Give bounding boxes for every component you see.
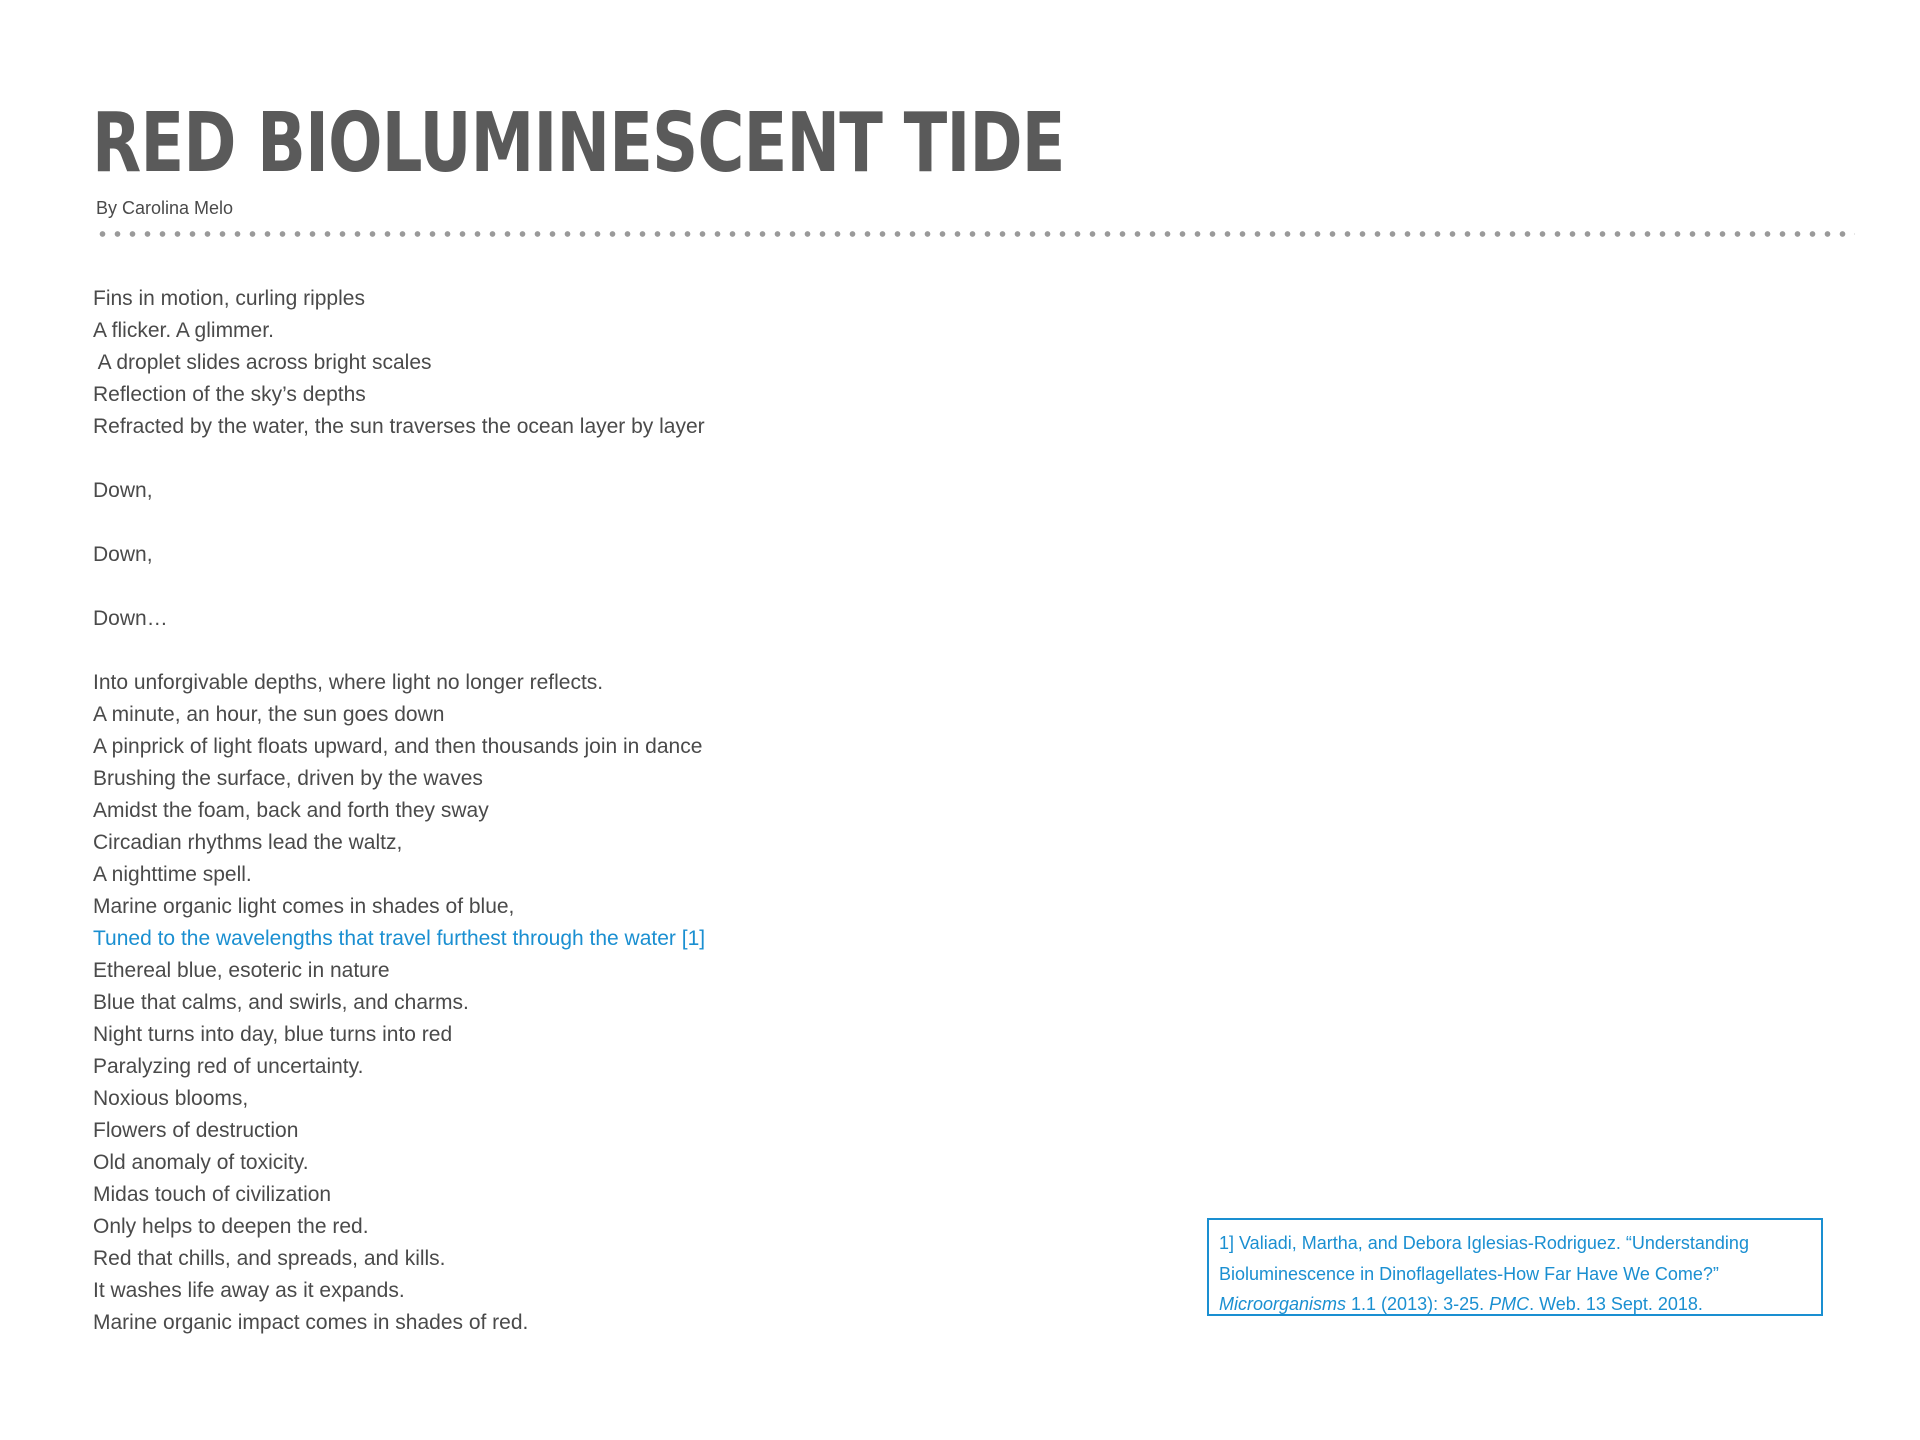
poem-line: Amidst the foam, back and forth they sway bbox=[93, 799, 489, 822]
poem-line: A flicker. A glimmer. bbox=[93, 319, 274, 342]
stanza-break bbox=[93, 635, 993, 667]
stanza-break bbox=[93, 571, 993, 603]
citation-volume: 1.1 (2013): 3-25. bbox=[1346, 1294, 1490, 1314]
poem-line: Only helps to deepen the red. bbox=[93, 1215, 369, 1238]
poem-line: It washes life away as it expands. bbox=[93, 1279, 405, 1302]
stanza-break bbox=[93, 507, 993, 539]
poem-line: A pinprick of light floats upward, and then thousands join in dance bbox=[93, 735, 703, 758]
poem-line: Circadian rhythms lead the waltz, bbox=[93, 831, 403, 854]
page-title: RED BIOLUMINESCENT TIDE bbox=[92, 96, 1065, 191]
citation-journal: Microorganisms bbox=[1219, 1294, 1347, 1314]
citation-line: Bioluminescence in Dinoflagellates-How Far Have We Come?” bbox=[1219, 1263, 1719, 1284]
poem-line: Night turns into day, blue turns into red bbox=[93, 1023, 453, 1046]
poem-line: Midas touch of civilization bbox=[93, 1183, 332, 1206]
poem-body bbox=[93, 283, 993, 1339]
poem-line: Reflection of the sky’s depths bbox=[93, 383, 366, 406]
poem-line: Marine organic light comes in shades of blue, bbox=[93, 895, 515, 918]
citation-line: 1] Valiadi, Martha, and Debora Iglesias-Rodriguez. “Understanding bbox=[1219, 1233, 1749, 1253]
poem-line: Down, bbox=[93, 543, 153, 566]
citation-access: . Web. 13 Sept. 2018. bbox=[1529, 1294, 1703, 1314]
poem-line: A droplet slides across bright scales bbox=[93, 351, 432, 374]
poem-line: Into unforgivable depths, where light no longer reflects. bbox=[93, 671, 604, 694]
poem-line: Down… bbox=[93, 607, 168, 630]
citation-line bbox=[1219, 1289, 1821, 1320]
poem-line: Refracted by the water, the sun traverses the ocean layer by layer bbox=[93, 415, 705, 438]
poem-line: Fins in motion, curling ripples bbox=[93, 287, 365, 310]
citation-box bbox=[1207, 1218, 1823, 1316]
poem-line: A nighttime spell. bbox=[93, 863, 252, 886]
poem-line: Blue that calms, and swirls, and charms. bbox=[93, 991, 469, 1014]
poem-line-cited: Tuned to the wavelengths that travel furthest through the water [1] bbox=[93, 927, 706, 950]
poem-line: Down, bbox=[93, 479, 153, 502]
poem-line: Ethereal blue, esoteric in nature bbox=[93, 959, 390, 982]
stanza-break bbox=[93, 443, 993, 475]
poem-line: Old anomaly of toxicity. bbox=[93, 1151, 309, 1174]
poem-line: Brushing the surface, driven by the waves bbox=[93, 767, 483, 790]
poem-line: Noxious blooms, bbox=[93, 1087, 249, 1110]
citation-database: PMC bbox=[1489, 1294, 1530, 1314]
poem-line: Flowers of destruction bbox=[93, 1119, 299, 1142]
dotted-divider bbox=[95, 229, 1855, 239]
poem-line: Marine organic impact comes in shades of red. bbox=[93, 1311, 529, 1334]
poem-line: A minute, an hour, the sun goes down bbox=[93, 703, 445, 726]
author-byline: By Carolina Melo bbox=[96, 198, 234, 218]
poem-line: Red that chills, and spreads, and kills. bbox=[93, 1247, 446, 1270]
poem-line: Paralyzing red of uncertainty. bbox=[93, 1055, 364, 1078]
